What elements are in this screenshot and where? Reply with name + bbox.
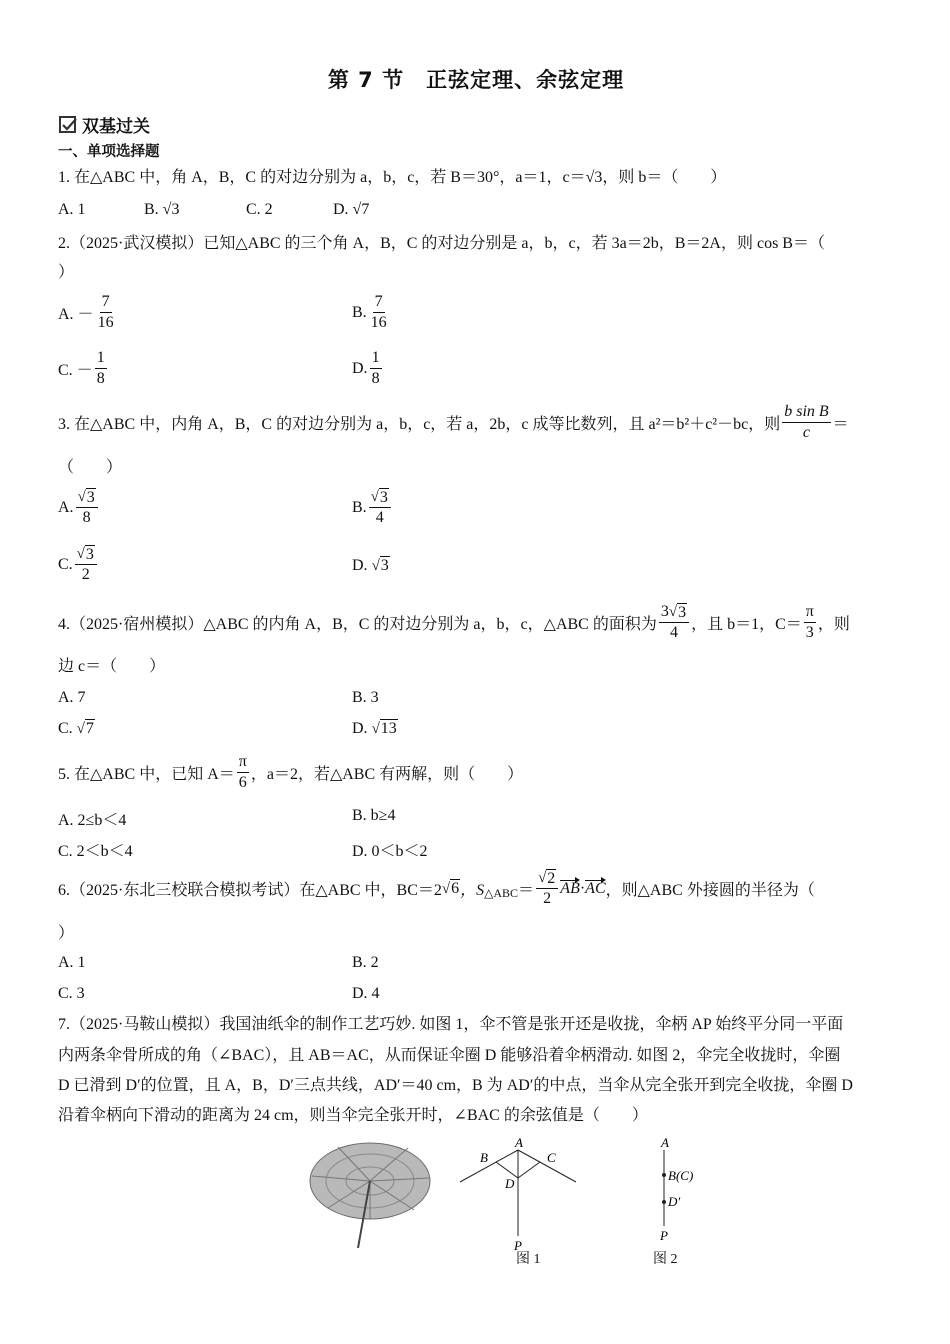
fig1-label-c: C	[547, 1150, 556, 1165]
fraction	[75, 544, 97, 585]
denominator: 8	[82, 509, 91, 526]
q1-option-b[interactable]: B. √3	[144, 201, 180, 218]
q6-option-a[interactable]: A. 1	[58, 954, 86, 971]
q3-c-label: C.	[58, 555, 73, 573]
q3-stem-text: 3. 在△ABC 中，内角 A，B，C 的对边分别为 a，b，c，若 a，2b，c 成等比数列，且 a²＝b²＋c²－bc，则	[58, 416, 781, 433]
section-title: 双基过关	[82, 117, 150, 137]
fig1-label-a: A	[515, 1135, 523, 1150]
numerator	[659, 602, 689, 623]
question-6-stem-end: ）	[58, 925, 75, 942]
question-7-line-2: 内两条伞骨所成的角（∠BAC），且 AB＝AC，从而保证伞圈 D 能够沿着伞柄滑动. 如图 2，伞完全收拢时，伞圈	[58, 1047, 841, 1064]
fraction	[782, 402, 830, 443]
q5-option-d[interactable]: D. 0＜b＜2	[352, 843, 428, 860]
fraction	[804, 602, 816, 643]
dot-operator: ·	[579, 879, 586, 897]
denominator: 16	[97, 314, 114, 331]
denominator: 4	[375, 509, 384, 526]
vector-ab: AB	[560, 879, 580, 897]
q3-option-b[interactable]	[352, 487, 393, 528]
area-equals: ＝	[518, 882, 535, 899]
q5-option-a[interactable]: A. 2≤b＜4	[58, 812, 127, 829]
denominator: 4	[669, 624, 678, 641]
question-7-line-4: 沿着伞柄向下滑动的距离为 24 cm，则当伞完全张开时，∠BAC 的余弦值是（ ）	[58, 1107, 648, 1124]
fraction	[369, 292, 389, 333]
q3-a-label: A.	[58, 498, 74, 516]
denominator: 3	[805, 624, 814, 641]
radical-sign: √	[76, 721, 85, 737]
area-subscript: △ABC	[484, 886, 519, 900]
radical	[669, 602, 687, 622]
radical	[442, 879, 460, 898]
q2-option-b[interactable]	[352, 292, 391, 333]
radical	[372, 719, 398, 738]
radicand: 13	[380, 720, 397, 737]
fig2-label-a: A	[661, 1135, 669, 1150]
fraction	[96, 292, 116, 333]
radical	[77, 719, 95, 738]
question-7-line-1: 7.（2025·马鞍山模拟）我国油纸伞的制作工艺巧妙. 如图 1，伞不管是张开还是收拢，伞柄 AP 始终平分同一平面	[58, 1016, 844, 1033]
radicand: 3	[85, 546, 94, 563]
q6-option-b[interactable]: B. 2	[352, 954, 379, 971]
q2-a-label: A. －	[58, 306, 94, 323]
numerator: 7	[373, 292, 385, 313]
fig2-label-p: P	[660, 1228, 668, 1243]
vector-ac: AC	[585, 879, 606, 897]
q5-option-c[interactable]: C. 2＜b＜4	[58, 843, 133, 860]
q4-option-a[interactable]: A. 7	[58, 689, 86, 706]
numerator: 1	[370, 348, 382, 369]
q4-option-c[interactable]	[58, 719, 95, 738]
denominator: 8	[96, 370, 105, 387]
q2-option-c[interactable]	[58, 348, 109, 389]
radicand: 3	[379, 489, 388, 506]
fig2-label-bc: B(C)	[668, 1168, 694, 1183]
fraction	[370, 348, 382, 389]
coefficient: 3	[660, 603, 669, 620]
radicand: 3	[380, 557, 389, 574]
denominator: c	[802, 424, 810, 441]
question-3-paren: （ ）	[58, 459, 123, 476]
radical-sign: √	[76, 546, 85, 562]
fraction	[369, 487, 391, 528]
fraction	[76, 487, 98, 528]
q4-end: ，则	[817, 616, 850, 633]
area-symbol: ，S	[460, 882, 485, 899]
q1-option-d[interactable]: D. √7	[333, 201, 370, 218]
question-2-stem-end: ）	[58, 264, 75, 281]
question-6-stem	[58, 868, 815, 909]
numerator	[369, 487, 391, 508]
fig2-label-d: D′	[668, 1194, 681, 1209]
q5-option-b[interactable]: B. b≥4	[352, 807, 396, 824]
radical	[77, 544, 95, 564]
question-7-line-3: D 已滑到 D′的位置，且 A，B，D′三点共线，AD′＝40 cm，B 为 AD′的中点，当伞从完全张开到完全收拢，伞圈 D	[58, 1077, 853, 1094]
radicand: 3	[678, 604, 687, 621]
q5-pre: 5. 在△ABC 中，已知 A＝	[58, 766, 235, 783]
q4-stem-text: 4.（2025·宿州模拟）△ABC 的内角 A，B，C 的对边分别为 a，b，c，△ABC 的面积为	[58, 616, 657, 633]
radicand: 7	[85, 720, 94, 737]
fraction	[536, 868, 558, 909]
radical-sign: √	[441, 881, 451, 897]
radical-sign: √	[77, 489, 86, 505]
question-5-stem	[58, 752, 523, 793]
q4-option-b[interactable]: B. 3	[352, 689, 379, 706]
q4-option-d[interactable]	[352, 719, 398, 738]
question-1-stem: 1. 在△ABC 中，角 A，B，C 的对边分别为 a，b，c，若 B＝30°，a＝1，c＝√3，则 b＝（ ）	[58, 169, 727, 186]
q4-mid: ，且 b＝1，C＝	[691, 616, 802, 633]
radical	[371, 487, 389, 507]
q6-pre: 6.（2025·东北三校联合模拟考试）在△ABC 中，BC＝2	[58, 882, 442, 899]
numerator: 1	[95, 348, 107, 369]
radical-sign: √	[370, 489, 379, 505]
q3-b-label: B.	[352, 498, 367, 516]
radical-sign: √	[538, 870, 547, 886]
q6-option-c[interactable]: C. 3	[58, 985, 85, 1002]
denominator: 6	[238, 774, 247, 791]
denominator: 16	[370, 314, 387, 331]
q2-option-a[interactable]	[58, 292, 118, 333]
q1-option-a[interactable]: A. 1	[58, 201, 86, 218]
radicand: 6	[451, 880, 460, 897]
subsection-title: 一、单项选择题	[58, 144, 160, 160]
numerator: b sin B	[782, 402, 830, 423]
umbrella-photo	[308, 1136, 438, 1256]
q6-option-d[interactable]: D. 4	[352, 985, 380, 1002]
equals: ＝	[832, 416, 849, 433]
radicand: 2	[547, 870, 556, 887]
numerator: 7	[100, 292, 112, 313]
numerator: π	[804, 602, 816, 623]
q3-d-label: D.	[352, 556, 368, 574]
q2-option-d[interactable]	[352, 348, 384, 389]
fig1-label-d: D	[505, 1176, 515, 1191]
denominator: 8	[371, 370, 380, 387]
q3-option-c[interactable]	[58, 544, 99, 585]
q6-post: ，则△ABC 外接圆的半径为（	[605, 882, 815, 899]
numerator	[75, 544, 97, 565]
q4-c-label: C.	[58, 719, 73, 737]
radical	[372, 556, 390, 575]
radical	[78, 487, 96, 507]
fraction	[659, 602, 689, 643]
fig1-label-p: P	[514, 1238, 522, 1253]
radical-sign: √	[371, 558, 380, 574]
radicand: 3	[86, 489, 95, 506]
q5-post: ，a＝2，若△ABC 有两解，则（ ）	[250, 766, 524, 783]
fig1-label-b: B	[480, 1150, 488, 1165]
numerator	[76, 487, 98, 508]
radical	[538, 868, 556, 888]
question-2-stem: 2.（2025·武汉模拟）已知△ABC 的三个角 A，B，C 的对边分别是 a，b，c，若 3a＝2b，B＝2A，则 cos B＝（	[58, 235, 825, 252]
q1-option-c[interactable]: C. 2	[246, 201, 273, 218]
denominator: 2	[543, 890, 552, 907]
q2-c-label: C. －	[58, 362, 93, 379]
q3-option-a[interactable]	[58, 487, 100, 528]
page-title: 第 7 节 正弦定理、余弦定理	[327, 68, 625, 92]
numerator	[536, 868, 558, 889]
question-3-stem	[58, 402, 849, 443]
figure-2-diagram	[598, 1135, 694, 1261]
figure-area	[308, 1136, 708, 1266]
q4-d-label: D.	[352, 719, 368, 737]
numerator: π	[237, 752, 249, 773]
fraction	[237, 752, 249, 793]
question-4-stem-end: 边 c＝（ ）	[58, 658, 166, 675]
radical-sign: √	[668, 604, 678, 620]
figure-1-diagram	[458, 1136, 588, 1261]
q2-d-label: D.	[352, 359, 368, 377]
figure-1-caption: 图 1	[516, 1252, 541, 1267]
radical-sign: √	[371, 721, 380, 737]
fraction	[95, 348, 107, 389]
section-heading	[58, 112, 150, 137]
q3-option-d[interactable]	[352, 556, 390, 575]
figure-2-caption: 图 2	[653, 1252, 678, 1267]
denominator: 2	[81, 566, 90, 583]
checkbox-icon	[58, 115, 78, 135]
q2-b-label: B.	[352, 303, 367, 321]
question-4-stem	[58, 602, 850, 643]
